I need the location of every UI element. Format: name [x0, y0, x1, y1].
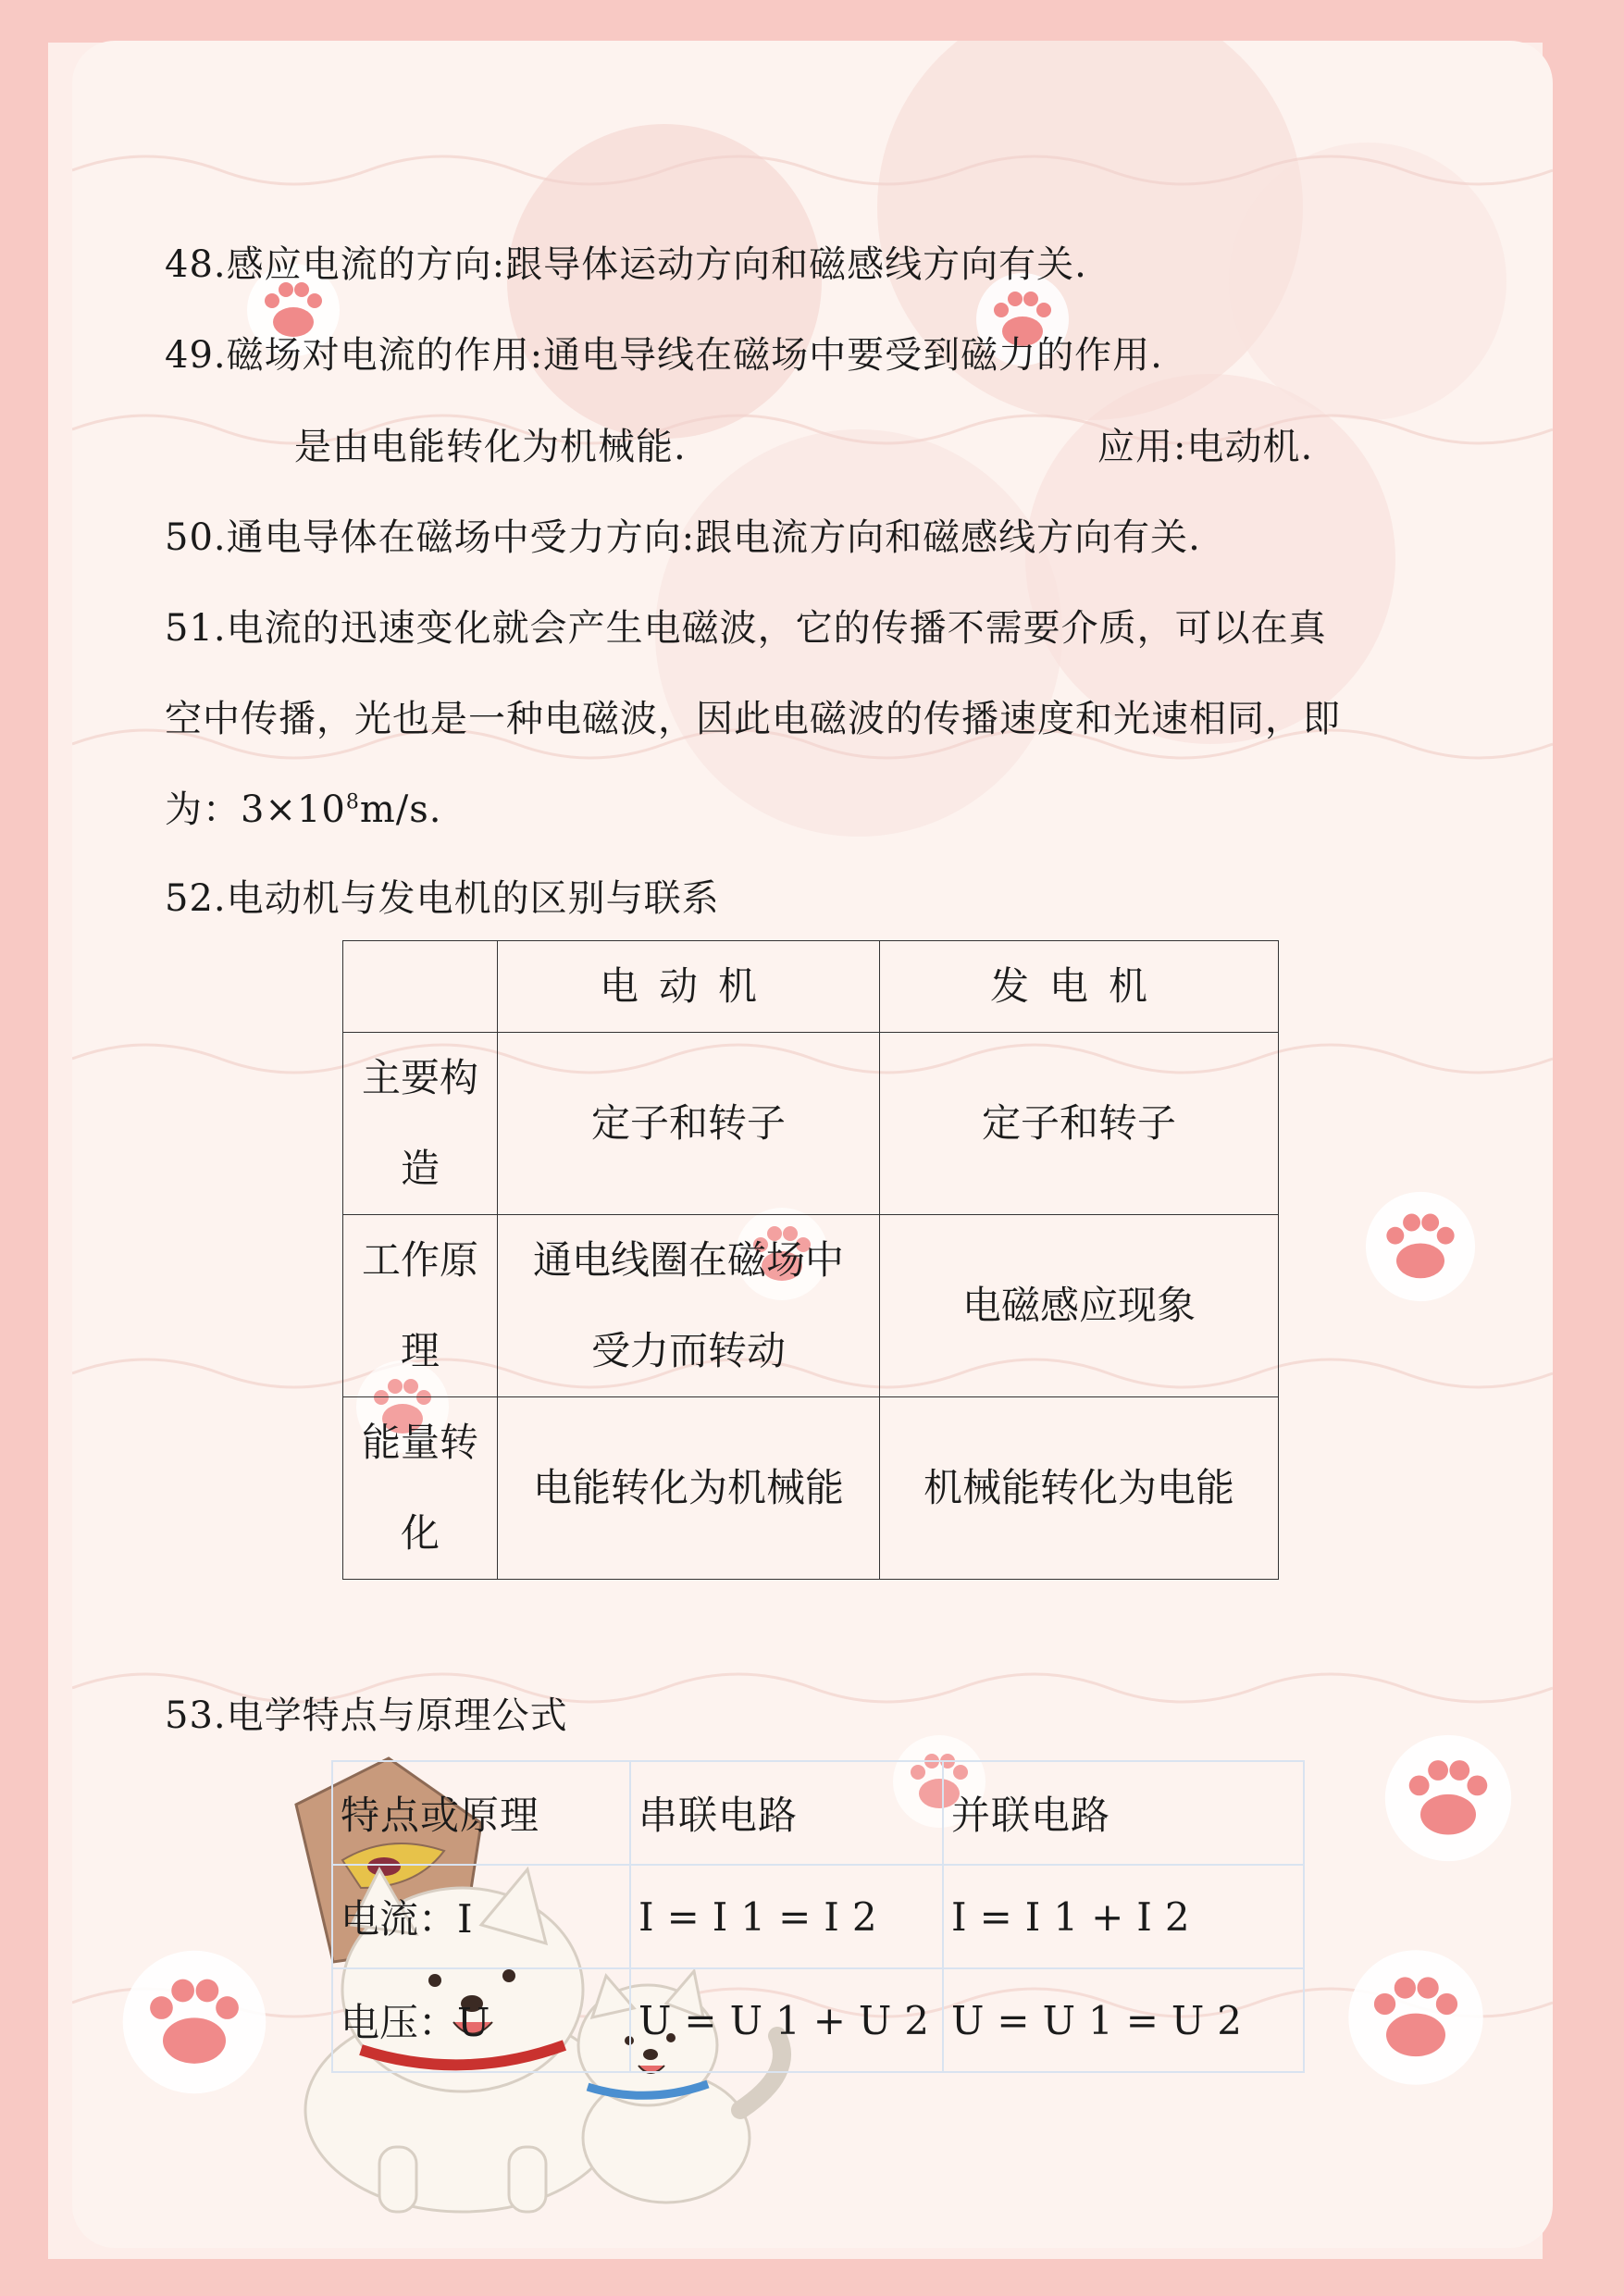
motor-principle: 通电线圈在磁场中 受力而转动	[498, 1215, 880, 1397]
series-current: I=I1=I2	[630, 1865, 943, 1968]
table-row	[343, 1215, 1279, 1397]
header-motor: 电动机	[498, 941, 880, 1033]
item-51-line-3	[165, 784, 442, 836]
item-53: 53.电学特点与原理公式	[165, 1694, 568, 1737]
item-51-line-1: 51.电流的迅速变化就会产生电磁波，它的传播不需要介质，可以在真	[165, 607, 1327, 650]
series-voltage: U=U1+U2	[630, 1968, 943, 2072]
row-label-principle: 工作原 理	[343, 1215, 498, 1397]
header-empty-cell	[343, 941, 498, 1033]
table-header-row	[332, 1761, 1304, 1865]
parallel-current: I=I1+I2	[943, 1865, 1304, 1968]
paw-print-icon	[1379, 1729, 1518, 1868]
motor-energy: 电能转化为机械能	[498, 1397, 880, 1580]
item-49: 49.磁场对电流的作用:通电导线在磁场中要受到磁力的作用.	[165, 334, 1163, 377]
motor-structure: 定子和转子	[498, 1033, 880, 1215]
generator-principle: 电磁感应现象	[880, 1215, 1279, 1397]
paw-print-icon	[1342, 1943, 1490, 2091]
item-49-application: 应用:电动机.	[1097, 426, 1314, 468]
item-51-line-2: 空中传播，光也是一种电磁波，因此电磁波的传播速度和光速相同，即	[165, 698, 1341, 740]
label-voltage: 电压：U	[332, 1968, 630, 2072]
header-generator: 发电机	[880, 941, 1279, 1033]
motor-generator-table	[342, 940, 1279, 1580]
item-52: 52.电动机与发电机的区别与联系	[165, 877, 720, 920]
circuit-formula-table	[331, 1760, 1305, 2073]
table-header-row	[343, 941, 1279, 1033]
item-51-prefix: 为：3×10	[165, 788, 346, 831]
header-parallel: 并联电路	[943, 1761, 1304, 1865]
item-50: 50.通电导体在磁场中受力方向:跟电流方向和磁感线方向有关.	[165, 516, 1201, 559]
table-row	[332, 1968, 1304, 2072]
paw-print-icon	[116, 1943, 273, 2101]
table-row	[343, 1397, 1279, 1580]
generator-energy: 机械能转化为电能	[880, 1397, 1279, 1580]
header-series: 串联电路	[630, 1761, 943, 1865]
table-row	[343, 1033, 1279, 1215]
item-48: 48.感应电流的方向:跟导体运动方向和磁感线方向有关.	[165, 243, 1087, 286]
item-51-suffix: m/s.	[359, 788, 442, 831]
label-current: 电流：I	[332, 1865, 630, 1968]
item-49-energy: 是由电能转化为机械能.	[294, 426, 687, 468]
header-feature: 特点或原理	[332, 1761, 630, 1865]
parallel-voltage: U=U1=U2	[943, 1968, 1304, 2072]
item-51-exponent: 8	[345, 790, 360, 814]
generator-structure: 定子和转子	[880, 1033, 1279, 1215]
row-label-structure: 主要构 造	[343, 1033, 498, 1215]
paw-print-icon	[1360, 1186, 1481, 1307]
table-row	[332, 1865, 1304, 1968]
row-label-energy: 能量转 化	[343, 1397, 498, 1580]
